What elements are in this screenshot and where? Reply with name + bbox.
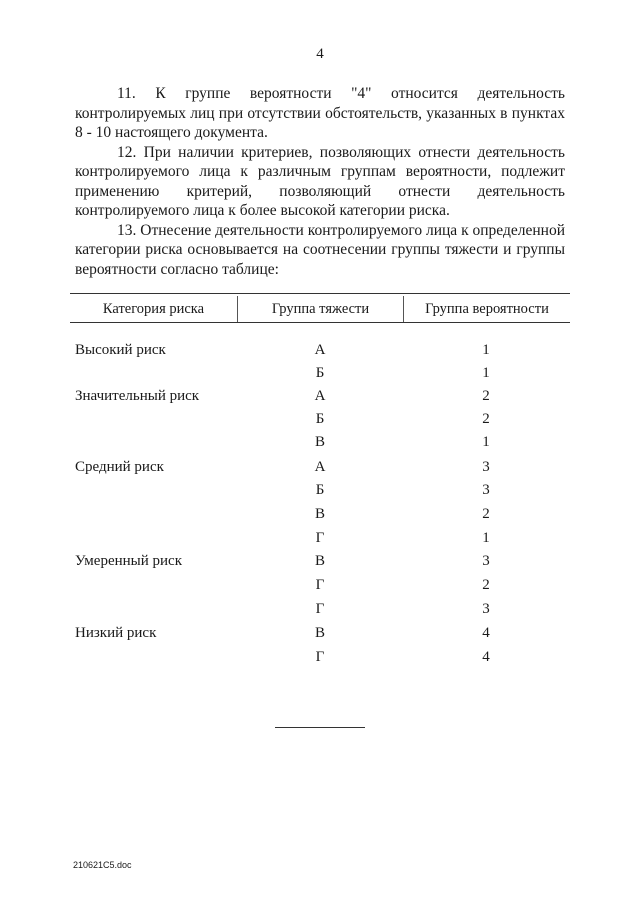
paragraph-11: 11. К группе вероятности "4" относится деятельность контролируемых лиц при отсутствии обстоятельств, указанных в пунктах 8 - 10 настоящего документа. xyxy=(75,85,565,141)
paragraph-13: 13. Отнесение деятельности контролируемого лица к определенной категории риска основывается на соотнесении группы тяжести и группы вероятности согласно таблице: xyxy=(75,221,565,278)
cell-severity: Г xyxy=(315,577,325,593)
table-row xyxy=(0,342,640,365)
table-row xyxy=(0,411,640,434)
cell-category: Низкий риск xyxy=(75,625,157,641)
cell-severity: Б xyxy=(315,365,325,381)
table-row xyxy=(0,530,640,553)
cell-category: Умеренный риск xyxy=(75,553,182,569)
cell-probability: 3 xyxy=(482,601,490,617)
header-probability-group: Группа вероятности xyxy=(425,301,549,317)
cell-probability: 2 xyxy=(482,577,490,593)
cell-severity: Г xyxy=(315,649,325,665)
cell-severity: В xyxy=(314,625,325,641)
end-of-document-rule xyxy=(275,727,365,728)
cell-severity: В xyxy=(314,506,325,522)
cell-probability: 4 xyxy=(482,649,490,665)
file-name-footer: 210621C5.doc xyxy=(73,860,132,870)
cell-severity: А xyxy=(314,342,326,358)
table-row xyxy=(0,459,640,482)
table-row xyxy=(0,577,640,600)
table-row xyxy=(0,388,640,411)
cell-probability: 3 xyxy=(482,553,490,569)
cell-probability: 1 xyxy=(482,365,490,381)
cell-probability: 3 xyxy=(482,482,490,498)
cell-probability: 1 xyxy=(482,434,490,450)
page-number: 4 xyxy=(316,46,324,62)
cell-probability: 4 xyxy=(482,625,490,641)
table-row xyxy=(0,649,640,672)
cell-severity: В xyxy=(314,553,325,569)
cell-severity: Б xyxy=(315,482,325,498)
table-row xyxy=(0,506,640,529)
table-header-rule xyxy=(70,322,570,323)
cell-severity: А xyxy=(314,459,326,475)
cell-severity: Г xyxy=(315,601,325,617)
cell-severity: А xyxy=(314,388,326,404)
table-top-rule xyxy=(70,293,570,294)
cell-probability: 3 xyxy=(482,459,490,475)
cell-probability: 2 xyxy=(482,388,490,404)
cell-category: Средний риск xyxy=(75,459,164,475)
table-row xyxy=(0,601,640,624)
table-row xyxy=(0,434,640,457)
table-row xyxy=(0,553,640,576)
cell-category: Высокий риск xyxy=(75,342,166,358)
header-risk-category: Категория риска xyxy=(102,301,205,317)
cell-severity: В xyxy=(314,434,325,450)
table-row xyxy=(0,625,640,648)
paragraph-12: 12. При наличии критериев, позволяющих отнести деятельность контролируемого лица к различным группам вероятности, подлежит применению критерий, позволяющий отнести деятельность контролируемого лица к более высокой категории риска. xyxy=(75,143,565,219)
cell-probability: 1 xyxy=(482,530,490,546)
cell-severity: Б xyxy=(315,411,325,427)
cell-probability: 2 xyxy=(482,411,490,427)
cell-category: Значительный риск xyxy=(75,388,200,404)
cell-probability: 2 xyxy=(482,506,490,522)
header-severity-group: Группа тяжести xyxy=(271,301,370,317)
document-body xyxy=(75,84,565,279)
table-row xyxy=(0,365,640,388)
cell-severity: Г xyxy=(315,530,325,546)
table-row xyxy=(0,482,640,505)
cell-probability: 1 xyxy=(482,342,490,358)
